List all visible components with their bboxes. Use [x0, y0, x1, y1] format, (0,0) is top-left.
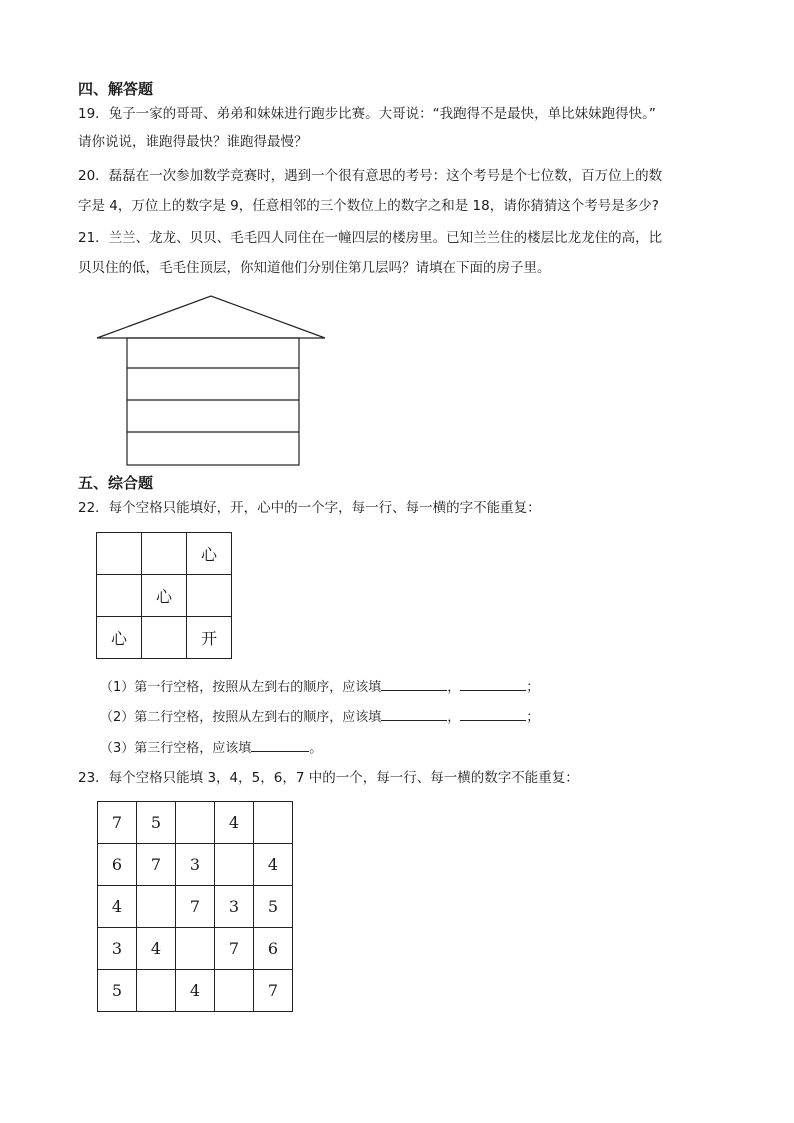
table-row	[98, 886, 293, 928]
sub-question-2	[100, 706, 539, 725]
question-19-line-1: 19．兔子一家的哥哥、弟弟和妹妹进行跑步比赛。大哥说：“我跑得不是最快，单比妹妹跑得快。”	[78, 106, 656, 122]
grid-cell	[97, 575, 142, 617]
answer-blank[interactable]	[460, 706, 526, 721]
sub-question-2-prefix: （2）第二行空格，按照从左到右的顺序，应该填	[100, 710, 382, 725]
answer-blank[interactable]	[460, 676, 526, 691]
question-23-text: 23．每个空格只能填 3，4，5，6，7 中的一个，每一行、每一横的数字不能重复：	[78, 770, 579, 786]
answer-blank[interactable]	[251, 737, 309, 752]
question-19-line-2: 请你说说，谁跑得最快？谁跑得最慢？	[78, 134, 308, 150]
table-row	[97, 533, 232, 575]
grid-cell: 7	[98, 802, 137, 844]
period: 。	[309, 741, 323, 756]
house-body	[127, 338, 299, 465]
question-22-text: 22．每个空格只能填好，开，心中的一个字，每一行、每一横的字不能重复：	[78, 500, 541, 516]
grid-cell	[142, 533, 187, 575]
question-21-line-1: 21．兰兰、龙龙、贝贝、毛毛四人同住在一幢四层的楼房里。已知兰兰住的楼层比龙龙住的高，比	[78, 230, 663, 246]
section-heading-4: 四、解答题	[78, 80, 154, 98]
sub-question-3-prefix: （3）第三行空格，应该填	[100, 741, 252, 756]
question-20-line-1: 20．磊磊在一次参加数学竞赛时，遇到一个很有意思的考号：这个考号是个七位数，百万位上的数	[78, 168, 663, 184]
section-heading-5: 五、综合题	[78, 474, 154, 492]
question-20-line-2: 字是 4，万位上的数字是 9，任意相邻的三个数位上的数字之和是 18，请你猜猜这个考号是多少?	[78, 198, 659, 214]
grid-cell	[142, 617, 187, 659]
grid-cell	[215, 844, 254, 886]
grid-cell	[176, 802, 215, 844]
grid-cell: 7	[176, 886, 215, 928]
grid-cell	[137, 886, 176, 928]
grid-cell	[176, 928, 215, 970]
number-grid	[97, 801, 293, 1012]
grid-cell: 3	[215, 886, 254, 928]
grid-cell: 心	[187, 533, 232, 575]
grid-cell: 4	[176, 970, 215, 1012]
table-row	[97, 617, 232, 659]
grid-cell: 6	[98, 844, 137, 886]
table-row	[98, 844, 293, 886]
grid-cell: 7	[215, 928, 254, 970]
grid-cell: 4	[254, 844, 293, 886]
question-21-line-2: 贝贝住的低，毛毛住顶层，你知道他们分别住第几层吗？请填在下面的房子里。	[78, 260, 551, 276]
sub-question-1	[100, 676, 539, 695]
grid-cell: 心	[142, 575, 187, 617]
grid-cell	[97, 533, 142, 575]
grid-cell: 开	[187, 617, 232, 659]
comma: ，	[447, 680, 461, 695]
character-grid	[96, 532, 232, 659]
grid-cell	[137, 970, 176, 1012]
comma: ，	[447, 710, 461, 725]
table-row	[97, 575, 232, 617]
grid-cell: 6	[254, 928, 293, 970]
grid-cell: 5	[137, 802, 176, 844]
sub-question-1-prefix: （1）第一行空格，按照从左到右的顺序，应该填	[100, 680, 382, 695]
grid-cell: 5	[254, 886, 293, 928]
grid-cell	[254, 802, 293, 844]
grid-cell: 心	[97, 617, 142, 659]
sub-question-3	[100, 737, 322, 756]
table-row	[98, 928, 293, 970]
grid-cell: 4	[98, 886, 137, 928]
grid-cell	[215, 970, 254, 1012]
answer-blank[interactable]	[381, 706, 447, 721]
grid-cell: 3	[98, 928, 137, 970]
house-roof	[97, 296, 325, 338]
house-drawing	[95, 293, 330, 468]
table-row	[98, 802, 293, 844]
grid-cell: 5	[98, 970, 137, 1012]
grid-cell: 7	[254, 970, 293, 1012]
answer-blank[interactable]	[381, 676, 447, 691]
table-row	[98, 970, 293, 1012]
grid-cell: 4	[137, 928, 176, 970]
semicolon: ；	[526, 710, 540, 725]
grid-cell: 4	[215, 802, 254, 844]
semicolon: ；	[526, 680, 540, 695]
grid-cell	[187, 575, 232, 617]
grid-cell: 3	[176, 844, 215, 886]
grid-cell: 7	[137, 844, 176, 886]
